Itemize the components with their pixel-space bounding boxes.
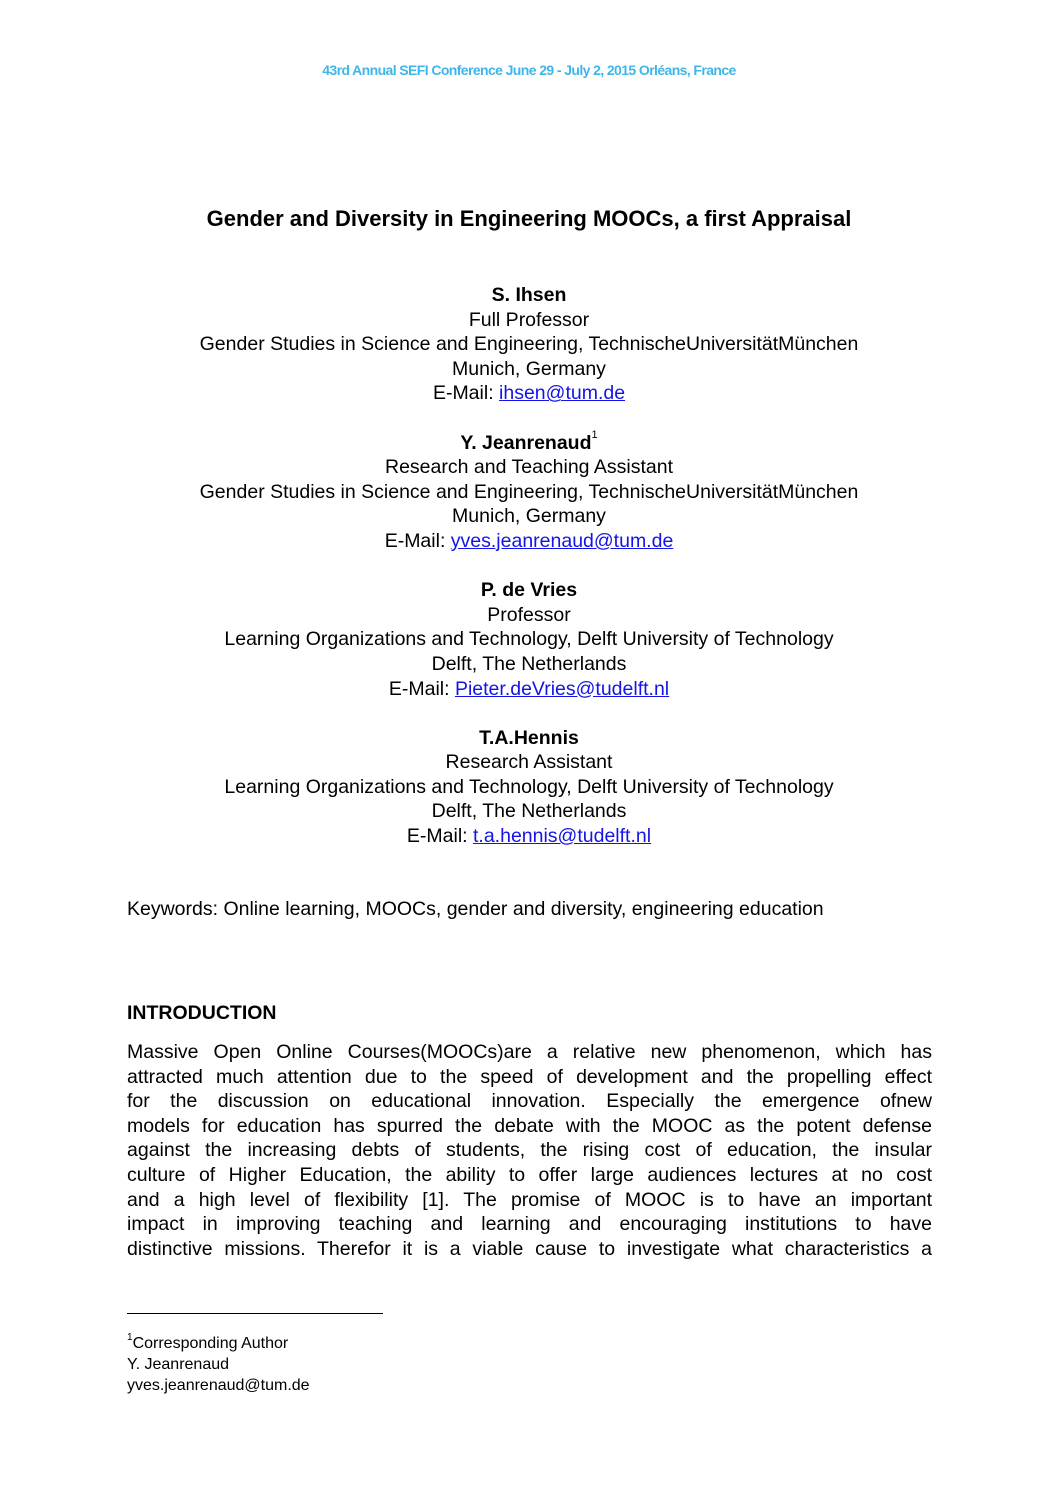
author-location: Delft, The Netherlands	[431, 652, 627, 675]
email-label: E-Mail:	[432, 382, 500, 405]
author-affiliation: Learning Organizations and Technology, Delft University of Technology	[224, 775, 834, 798]
author-block	[0, 431, 1058, 554]
email-label: E-Mail:	[406, 825, 473, 848]
author-role: Research and Teaching Assistant	[385, 456, 673, 479]
author-block	[0, 283, 1058, 406]
paragraph-line: distinctive missions. Therefor it is a viable cause to investigate what characteristics a	[127, 1237, 932, 1260]
author-email-link[interactable]: t.a.hennis@tudelft.nl	[473, 825, 652, 848]
author-role: Research Assistant	[445, 751, 613, 774]
footnote-marker: 1	[591, 429, 598, 442]
author-email-link[interactable]: ihsen@tum.de	[499, 382, 626, 405]
running-head: 43rd Annual SEFI Conference June 29 - July 2, 2015 Orléans, France	[322, 62, 736, 78]
paragraph-line: for the discussion on educational innovation. Especially the emergence ofnew	[127, 1090, 932, 1113]
author-name: T.A.Hennis	[479, 726, 579, 749]
section-heading: INTRODUCTION	[127, 1002, 277, 1024]
author-block	[0, 578, 1058, 701]
paragraph-line: attracted much attention due to the speed of development and the propelling effect	[127, 1065, 932, 1088]
body-paragraph	[127, 1040, 932, 1261]
author-email-link[interactable]: yves.jeanrenaud@tum.de	[450, 529, 674, 552]
author-location: Munich, Germany	[452, 357, 606, 380]
paragraph-line: Massive Open Online Courses(MOOCs)are a relative new phenomenon, which has	[127, 1041, 932, 1063]
email-label: E-Mail:	[384, 529, 451, 552]
author-email-link[interactable]: Pieter.deVries@tudelft.nl	[454, 677, 670, 700]
author-list	[0, 283, 1058, 873]
author-location: Delft, The Netherlands	[431, 800, 627, 823]
author-block	[0, 726, 1058, 849]
paragraph-line: and a high level of flexibility [1]. The promise of MOOC is to have an important	[127, 1188, 932, 1211]
footnote-email: yves.jeanrenaud@tum.de	[127, 1377, 310, 1394]
author-location: Munich, Germany	[452, 505, 606, 528]
paragraph-line: models for education has spurred the debate with the MOOC as the potent defense	[127, 1114, 932, 1137]
author-name: Y. Jeanrenaud	[460, 431, 592, 454]
footnote-number: 1	[127, 1331, 133, 1343]
paragraph-line: against the increasing debts of students, the rising cost of education, the insular	[127, 1139, 932, 1162]
author-role: Professor	[487, 603, 571, 626]
footnote-text: Corresponding Author	[132, 1335, 289, 1352]
author-name: S. Ihsen	[491, 284, 567, 306]
paragraph-line: impact in improving teaching and learning and encouraging institutions to have	[127, 1213, 932, 1236]
author-role: Full Professor	[468, 308, 590, 331]
footnote	[127, 1333, 310, 1396]
paper-title: Gender and Diversity in Engineering MOOCs, a first Appraisal	[206, 206, 852, 231]
author-affiliation: Gender Studies in Science and Engineering, TechnischeUniversitätMünchen	[199, 480, 859, 503]
paragraph-line: culture of Higher Education, the ability to offer large audiences lectures at no cost	[127, 1163, 932, 1186]
email-label: E-Mail:	[388, 677, 455, 700]
keywords: Keywords: Online learning, MOOCs, gender and diversity, engineering education	[127, 898, 824, 920]
footnote-name: Y. Jeanrenaud	[127, 1356, 230, 1373]
author-name: P. de Vries	[480, 579, 578, 602]
author-affiliation: Learning Organizations and Technology, Delft University of Technology	[224, 628, 834, 651]
footnote-divider	[127, 1313, 383, 1314]
author-affiliation: Gender Studies in Science and Engineering, TechnischeUniversitätMünchen	[199, 333, 859, 356]
